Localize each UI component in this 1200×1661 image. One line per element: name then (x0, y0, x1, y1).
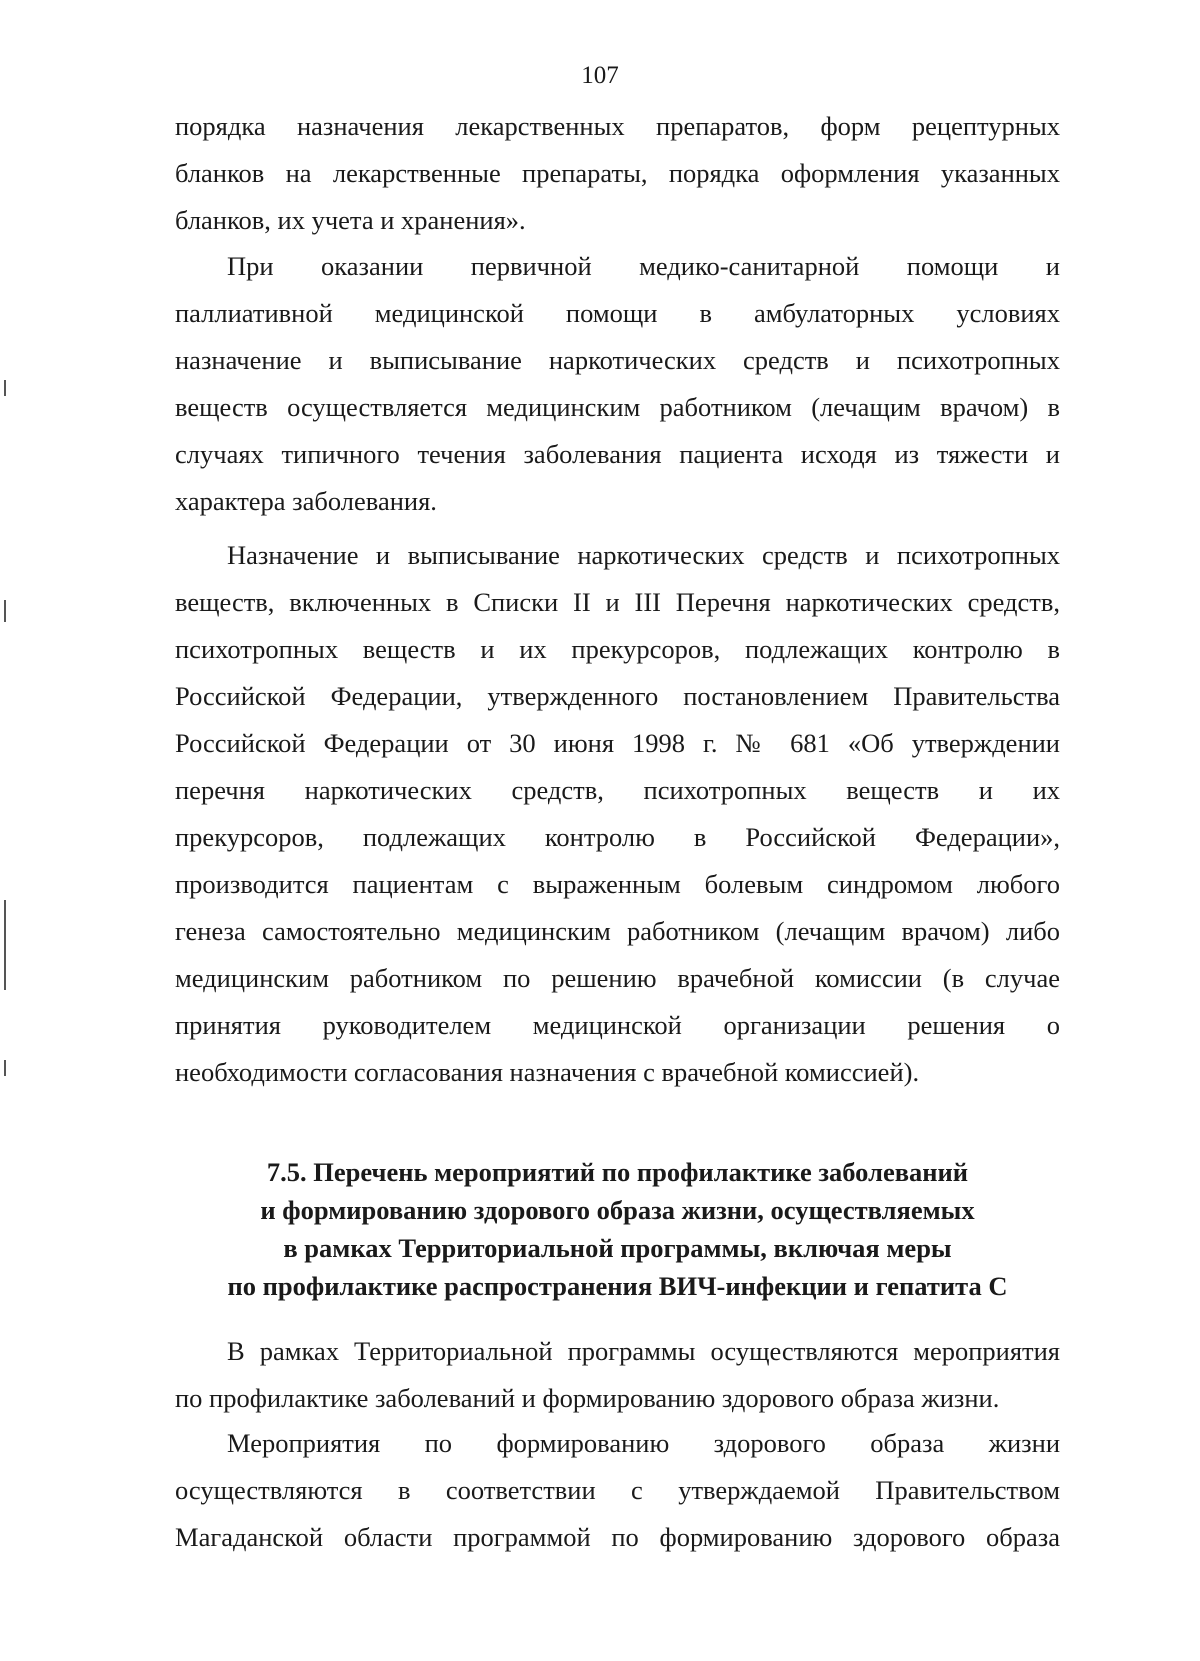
text-line: Магаданской области программой по формированию здорового образа (175, 1522, 1060, 1552)
text-line: назначение и выписывание наркотических средств и психотропных (175, 345, 1060, 375)
text-line: Российской Федерации от 30 июня 1998 г. № 681 «Об утверждении (175, 728, 1060, 758)
text-line: При оказании первичной медико-санитарной помощи и (227, 251, 1060, 281)
text-line: производится пациентам с выраженным болевым синдромом любого (175, 869, 1060, 899)
paragraph-primary-care (175, 243, 1060, 525)
scan-margin-mark (4, 900, 6, 990)
text-line: бланков, их учета и хранения». (175, 205, 526, 235)
text-line: веществ, включенных в Списки II и III Перечня наркотических средств, (175, 587, 1060, 617)
text-line: перечня наркотических средств, психотропных веществ и их (175, 775, 1060, 805)
paragraph-healthy-lifestyle (175, 1420, 1060, 1561)
text-line: порядка назначения лекарственных препаратов, форм рецептурных (175, 111, 1060, 141)
scan-margin-mark (4, 1060, 6, 1076)
text-line: по профилактике заболеваний и формированию здорового образа жизни. (175, 1383, 1000, 1413)
text-line: В рамках Территориальной программы осуществляются мероприятия (227, 1336, 1060, 1366)
text-line: веществ осуществляется медицинским работником (лечащим врачом) в (175, 392, 1060, 422)
scan-margin-mark (4, 380, 6, 396)
section-heading (175, 1153, 1060, 1305)
text-line: принятия руководителем медицинской организации решения о (175, 1010, 1060, 1040)
text-line: необходимости согласования назначения с врачебной комиссией). (175, 1057, 920, 1087)
paragraph-continuation (175, 103, 1060, 244)
page-number: 107 (581, 62, 619, 89)
paragraph-narcotics-prescription (175, 532, 1060, 1096)
text-line: паллиативной медицинской помощи в амбулаторных условиях (175, 298, 1060, 328)
heading-line: и формированию здорового образа жизни, осуществляемых (260, 1195, 975, 1225)
text-line: Назначение и выписывание наркотических средств и психотропных (227, 540, 1060, 570)
paragraph-program-measures (175, 1328, 1060, 1422)
text-line: Мероприятия по формированию здорового образа жизни (227, 1428, 1060, 1458)
text-line: Российской Федерации, утвержденного постановлением Правительства (175, 681, 1060, 711)
text-line: бланков на лекарственные препараты, порядка оформления указанных (175, 158, 1060, 188)
heading-line: 7.5. Перечень мероприятий по профилактике заболеваний (266, 1157, 969, 1187)
text-line: случаях типичного течения заболевания пациента исходя из тяжести и (175, 439, 1060, 469)
text-line: генеза самостоятельно медицинским работником (лечащим врачом) либо (175, 916, 1060, 946)
text-line: психотропных веществ и их прекурсоров, подлежащих контролю в (175, 634, 1060, 664)
heading-line: по профилактике распространения ВИЧ-инфекции и гепатита С (227, 1271, 1008, 1301)
text-line: характера заболевания. (175, 486, 437, 516)
scan-margin-mark (4, 600, 6, 622)
text-line: прекурсоров, подлежащих контролю в Российской Федерации», (175, 822, 1060, 852)
text-line: осуществляются в соответствии с утверждаемой Правительством (175, 1475, 1060, 1505)
heading-line: в рамках Территориальной программы, включая меры (283, 1233, 952, 1263)
text-line: медицинским работником по решению врачебной комиссии (в случае (175, 963, 1060, 993)
